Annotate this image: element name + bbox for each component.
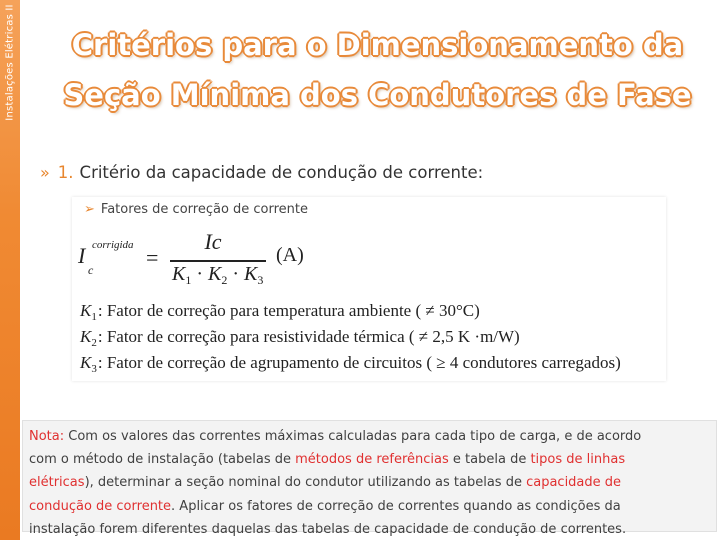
- note-line-2: [29, 448, 708, 471]
- fraction-bar: [170, 260, 266, 262]
- note-highlight-methods: métodos de referências: [295, 452, 449, 468]
- sub-bullet: [84, 202, 308, 217]
- eq-numerator: Ic: [204, 229, 222, 254]
- course-label: Instalações Elétricas II: [4, 4, 16, 121]
- factor-k3: [80, 353, 621, 375]
- factor-k3-sub: 3: [91, 363, 97, 375]
- eq-lhs-symbol: I: [78, 243, 86, 268]
- note-line-3: [29, 471, 708, 494]
- factor-k2: [80, 327, 520, 349]
- factor-k1-symbol: K: [80, 301, 92, 320]
- title-line-1: Critérios para o Dimensionamento da: [71, 28, 684, 62]
- criterion-text: Critério da capacidade de condução de corrente:: [79, 162, 484, 182]
- note-text-1: Com os valores das correntes máximas calculadas para cada tipo de carga, e de acordo: [64, 429, 642, 444]
- note-text-2a: com o método de instalação (tabelas de: [29, 452, 296, 468]
- note-line-1: [29, 425, 708, 448]
- criterion-number: 1.: [57, 162, 74, 182]
- note-label: Nota:: [29, 429, 65, 444]
- factor-k1-text: : Fator de correção para temperatura ambiente ( ≠ 30°C): [97, 301, 480, 320]
- factor-k1: [80, 301, 480, 323]
- factor-k2-sub: 2: [91, 337, 97, 349]
- note-box: [22, 420, 717, 537]
- den-k2-sub: 2: [221, 273, 228, 287]
- den-dot-1: ·: [191, 263, 209, 285]
- eq-lhs-subscript: c: [88, 263, 94, 277]
- note-highlight-electric: elétricas: [29, 475, 85, 491]
- eq-denominator: [172, 263, 263, 288]
- den-k1-sub: 1: [185, 273, 192, 287]
- eq-lhs-superscript: corrigida: [92, 239, 134, 251]
- den-k3-sub: 3: [257, 273, 264, 287]
- note-text-2c: e tabela de: [448, 452, 531, 468]
- note-highlight-conduction: condução de corrente: [29, 498, 172, 514]
- note-text-3b: ), determinar a seção nominal do condutor utilizando as tabelas de: [84, 475, 527, 491]
- correction-equation: [78, 231, 338, 291]
- title-line-2: Seção Mínima dos Condutores de Fase: [63, 78, 692, 112]
- note-text-5: instalação forem diferentes daquelas das tabelas de capacidade de condução de correntes.: [29, 521, 627, 537]
- arrow-bullet-icon: ➢: [84, 202, 95, 217]
- note-text-4b: . Aplicar os fatores de correção de correntes quando as condições da: [171, 498, 621, 514]
- factor-k2-symbol: K: [80, 327, 92, 346]
- den-dot-2: ·: [227, 263, 245, 285]
- factor-k3-symbol: K: [80, 353, 92, 372]
- double-chevron-icon: »: [40, 162, 50, 182]
- eq-equals: =: [146, 245, 159, 270]
- den-k3: K: [244, 263, 258, 285]
- note-line-4: [29, 495, 708, 518]
- note-line-5: [29, 518, 708, 540]
- den-k1: K: [172, 263, 186, 285]
- factor-k1-sub: 1: [91, 311, 97, 323]
- sub-bullet-text: Fatores de correção de corrente: [100, 202, 309, 217]
- den-k2: K: [208, 263, 222, 285]
- side-bar: [0, 0, 20, 540]
- eq-unit: (A): [276, 244, 304, 266]
- criterion-bullet: [40, 160, 483, 184]
- note-highlight-capacity: capacidade de: [526, 475, 622, 491]
- side-label: [2, 0, 18, 125]
- note-highlight-line-types: tipos de linhas: [530, 452, 626, 468]
- factor-k2-text: : Fator de correção para resistividade térmica ( ≠ 2,5 K ·m/W): [97, 327, 520, 346]
- formula-box: [72, 197, 666, 381]
- slide-title: [40, 20, 715, 120]
- factor-k3-text: : Fator de correção de agrupamento de circuitos ( ≥ 4 condutores carregados): [97, 353, 621, 372]
